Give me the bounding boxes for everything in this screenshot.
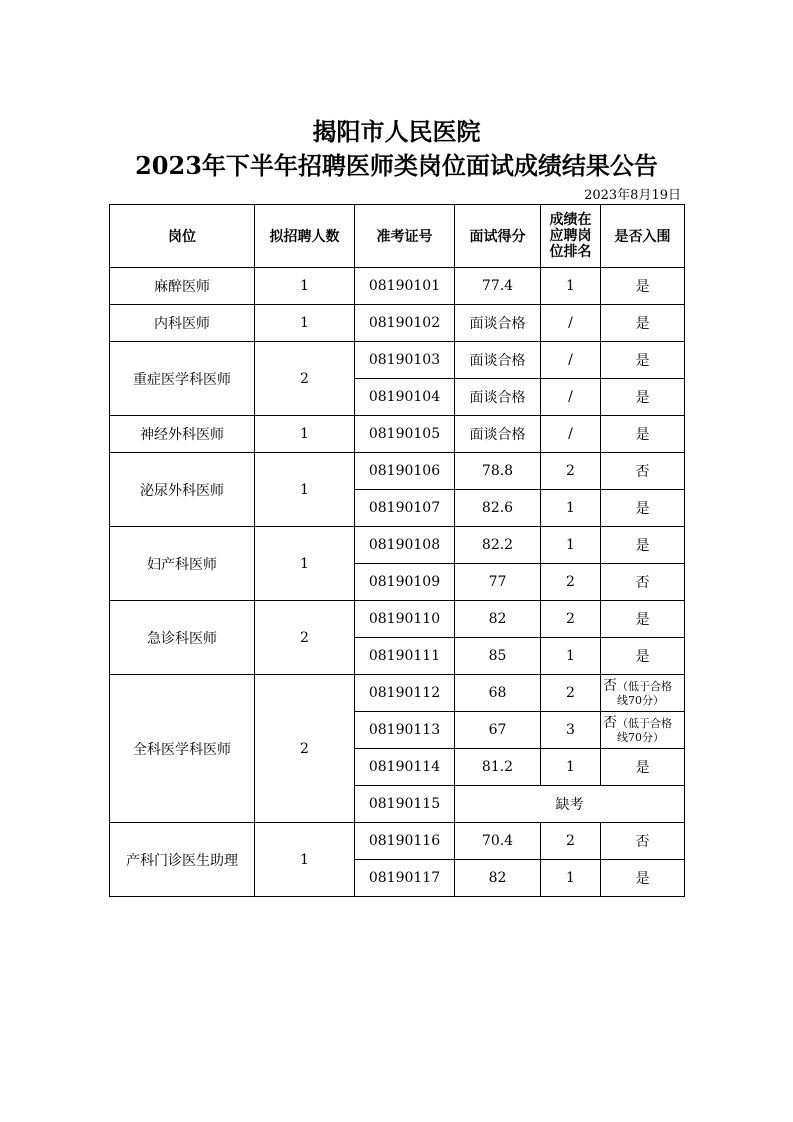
position-cell: 麻醉医师 — [110, 268, 255, 305]
score-cell: 78.8 — [455, 453, 541, 490]
rank-cell: 2 — [541, 601, 601, 638]
quota-cell: 2 — [255, 601, 355, 675]
table-row — [110, 527, 685, 564]
exam-id-cell: 08190115 — [355, 786, 455, 823]
quota-cell: 2 — [255, 342, 355, 416]
quota-cell: 1 — [255, 305, 355, 342]
quota-cell: 1 — [255, 453, 355, 527]
rank-cell: 1 — [541, 638, 601, 675]
exam-id-cell: 08190112 — [355, 675, 455, 712]
column-header-exam-id: 准考证号 — [355, 205, 455, 268]
result-cell: 是 — [601, 749, 685, 786]
exam-id-cell: 08190110 — [355, 601, 455, 638]
score-cell: 77 — [455, 564, 541, 601]
table-row — [110, 268, 685, 305]
absent-cell: 缺考 — [455, 786, 685, 823]
result-cell: 否 — [601, 823, 685, 860]
result-cell: 否 — [601, 453, 685, 490]
column-header-quota: 拟招聘人数 — [255, 205, 355, 268]
result-cell — [601, 712, 685, 749]
result-cell: 是 — [601, 490, 685, 527]
rank-cell: 2 — [541, 675, 601, 712]
result-cell: 是 — [601, 638, 685, 675]
result-note: （低于合格 — [617, 716, 672, 730]
exam-id-cell: 08190117 — [355, 860, 455, 897]
table-row — [110, 342, 685, 379]
rank-cell: 2 — [541, 453, 601, 490]
rank-cell: 1 — [541, 860, 601, 897]
score-cell: 81.2 — [455, 749, 541, 786]
result-value: 否 — [603, 677, 617, 694]
rank-cell: 1 — [541, 749, 601, 786]
score-cell: 70.4 — [455, 823, 541, 860]
table-row — [110, 453, 685, 490]
table-row — [110, 823, 685, 860]
position-cell: 妇产科医师 — [110, 527, 255, 601]
rank-cell: 1 — [541, 527, 601, 564]
table-row — [110, 675, 685, 712]
result-cell — [601, 675, 685, 712]
score-cell: 82 — [455, 860, 541, 897]
quota-cell: 1 — [255, 268, 355, 305]
exam-id-cell: 08190111 — [355, 638, 455, 675]
quota-cell: 1 — [255, 527, 355, 601]
table-row — [110, 305, 685, 342]
table-header-row — [110, 205, 685, 268]
result-cell: 否 — [601, 564, 685, 601]
result-cell: 是 — [601, 268, 685, 305]
quota-cell: 2 — [255, 675, 355, 823]
score-cell: 82.2 — [455, 527, 541, 564]
rank-cell: / — [541, 416, 601, 453]
exam-id-cell: 08190113 — [355, 712, 455, 749]
rank-cell: 2 — [541, 564, 601, 601]
table-row — [110, 416, 685, 453]
rank-cell: / — [541, 305, 601, 342]
column-header-rank-line: 位排名 — [549, 244, 592, 260]
quota-cell: 1 — [255, 416, 355, 453]
position-cell: 产科门诊医生助理 — [110, 823, 255, 897]
position-cell: 重症医学科医师 — [110, 342, 255, 416]
rank-cell: 1 — [541, 268, 601, 305]
column-header-score: 面试得分 — [455, 205, 541, 268]
result-cell: 是 — [601, 860, 685, 897]
score-cell: 68 — [455, 675, 541, 712]
position-cell: 泌尿外科医师 — [110, 453, 255, 527]
exam-id-cell: 08190109 — [355, 564, 455, 601]
position-cell: 内科医师 — [110, 305, 255, 342]
result-cell: 是 — [601, 379, 685, 416]
rank-cell: 2 — [541, 823, 601, 860]
results-table — [109, 204, 685, 897]
result-note: 线70分） — [617, 693, 664, 707]
exam-id-cell: 08190116 — [355, 823, 455, 860]
score-cell: 面谈合格 — [455, 379, 541, 416]
rank-cell: 1 — [541, 490, 601, 527]
column-header-result: 是否入围 — [601, 205, 685, 268]
result-cell: 是 — [601, 416, 685, 453]
rank-cell: 3 — [541, 712, 601, 749]
rank-cell: / — [541, 379, 601, 416]
exam-id-cell: 08190104 — [355, 379, 455, 416]
exam-id-cell: 08190103 — [355, 342, 455, 379]
exam-id-cell: 08190106 — [355, 453, 455, 490]
column-header-position: 岗位 — [110, 205, 255, 268]
score-cell: 82 — [455, 601, 541, 638]
score-cell: 67 — [455, 712, 541, 749]
exam-id-cell: 08190105 — [355, 416, 455, 453]
exam-id-cell: 08190108 — [355, 527, 455, 564]
score-cell: 面谈合格 — [455, 305, 541, 342]
score-cell: 77.4 — [455, 268, 541, 305]
score-cell: 面谈合格 — [455, 342, 541, 379]
title-line-1: 揭阳市人民医院 — [312, 117, 481, 146]
exam-id-cell: 08190107 — [355, 490, 455, 527]
score-cell: 面谈合格 — [455, 416, 541, 453]
exam-id-cell: 08190102 — [355, 305, 455, 342]
column-header-rank-line: 应聘岗 — [549, 228, 592, 244]
exam-id-cell: 08190114 — [355, 749, 455, 786]
rank-cell: / — [541, 342, 601, 379]
result-cell: 是 — [601, 601, 685, 638]
result-note: 线70分） — [617, 730, 664, 744]
result-value: 否 — [603, 714, 617, 731]
announcement-date: 2023年8月19日 — [584, 188, 681, 203]
position-cell: 全科医学科医师 — [110, 675, 255, 823]
position-cell: 神经外科医师 — [110, 416, 255, 453]
result-cell: 是 — [601, 527, 685, 564]
result-note: （低于合格 — [617, 679, 672, 693]
table-row — [110, 601, 685, 638]
score-cell: 82.6 — [455, 490, 541, 527]
column-header-rank — [541, 205, 601, 268]
title-line-2: 2023年下半年招聘医师类岗位面试成绩结果公告 — [135, 151, 658, 180]
exam-id-cell: 08190101 — [355, 268, 455, 305]
position-cell: 急诊科医师 — [110, 601, 255, 675]
quota-cell: 1 — [255, 823, 355, 897]
column-header-rank-line: 成绩在 — [549, 212, 592, 228]
result-cell: 是 — [601, 305, 685, 342]
score-cell: 85 — [455, 638, 541, 675]
result-cell: 是 — [601, 342, 685, 379]
